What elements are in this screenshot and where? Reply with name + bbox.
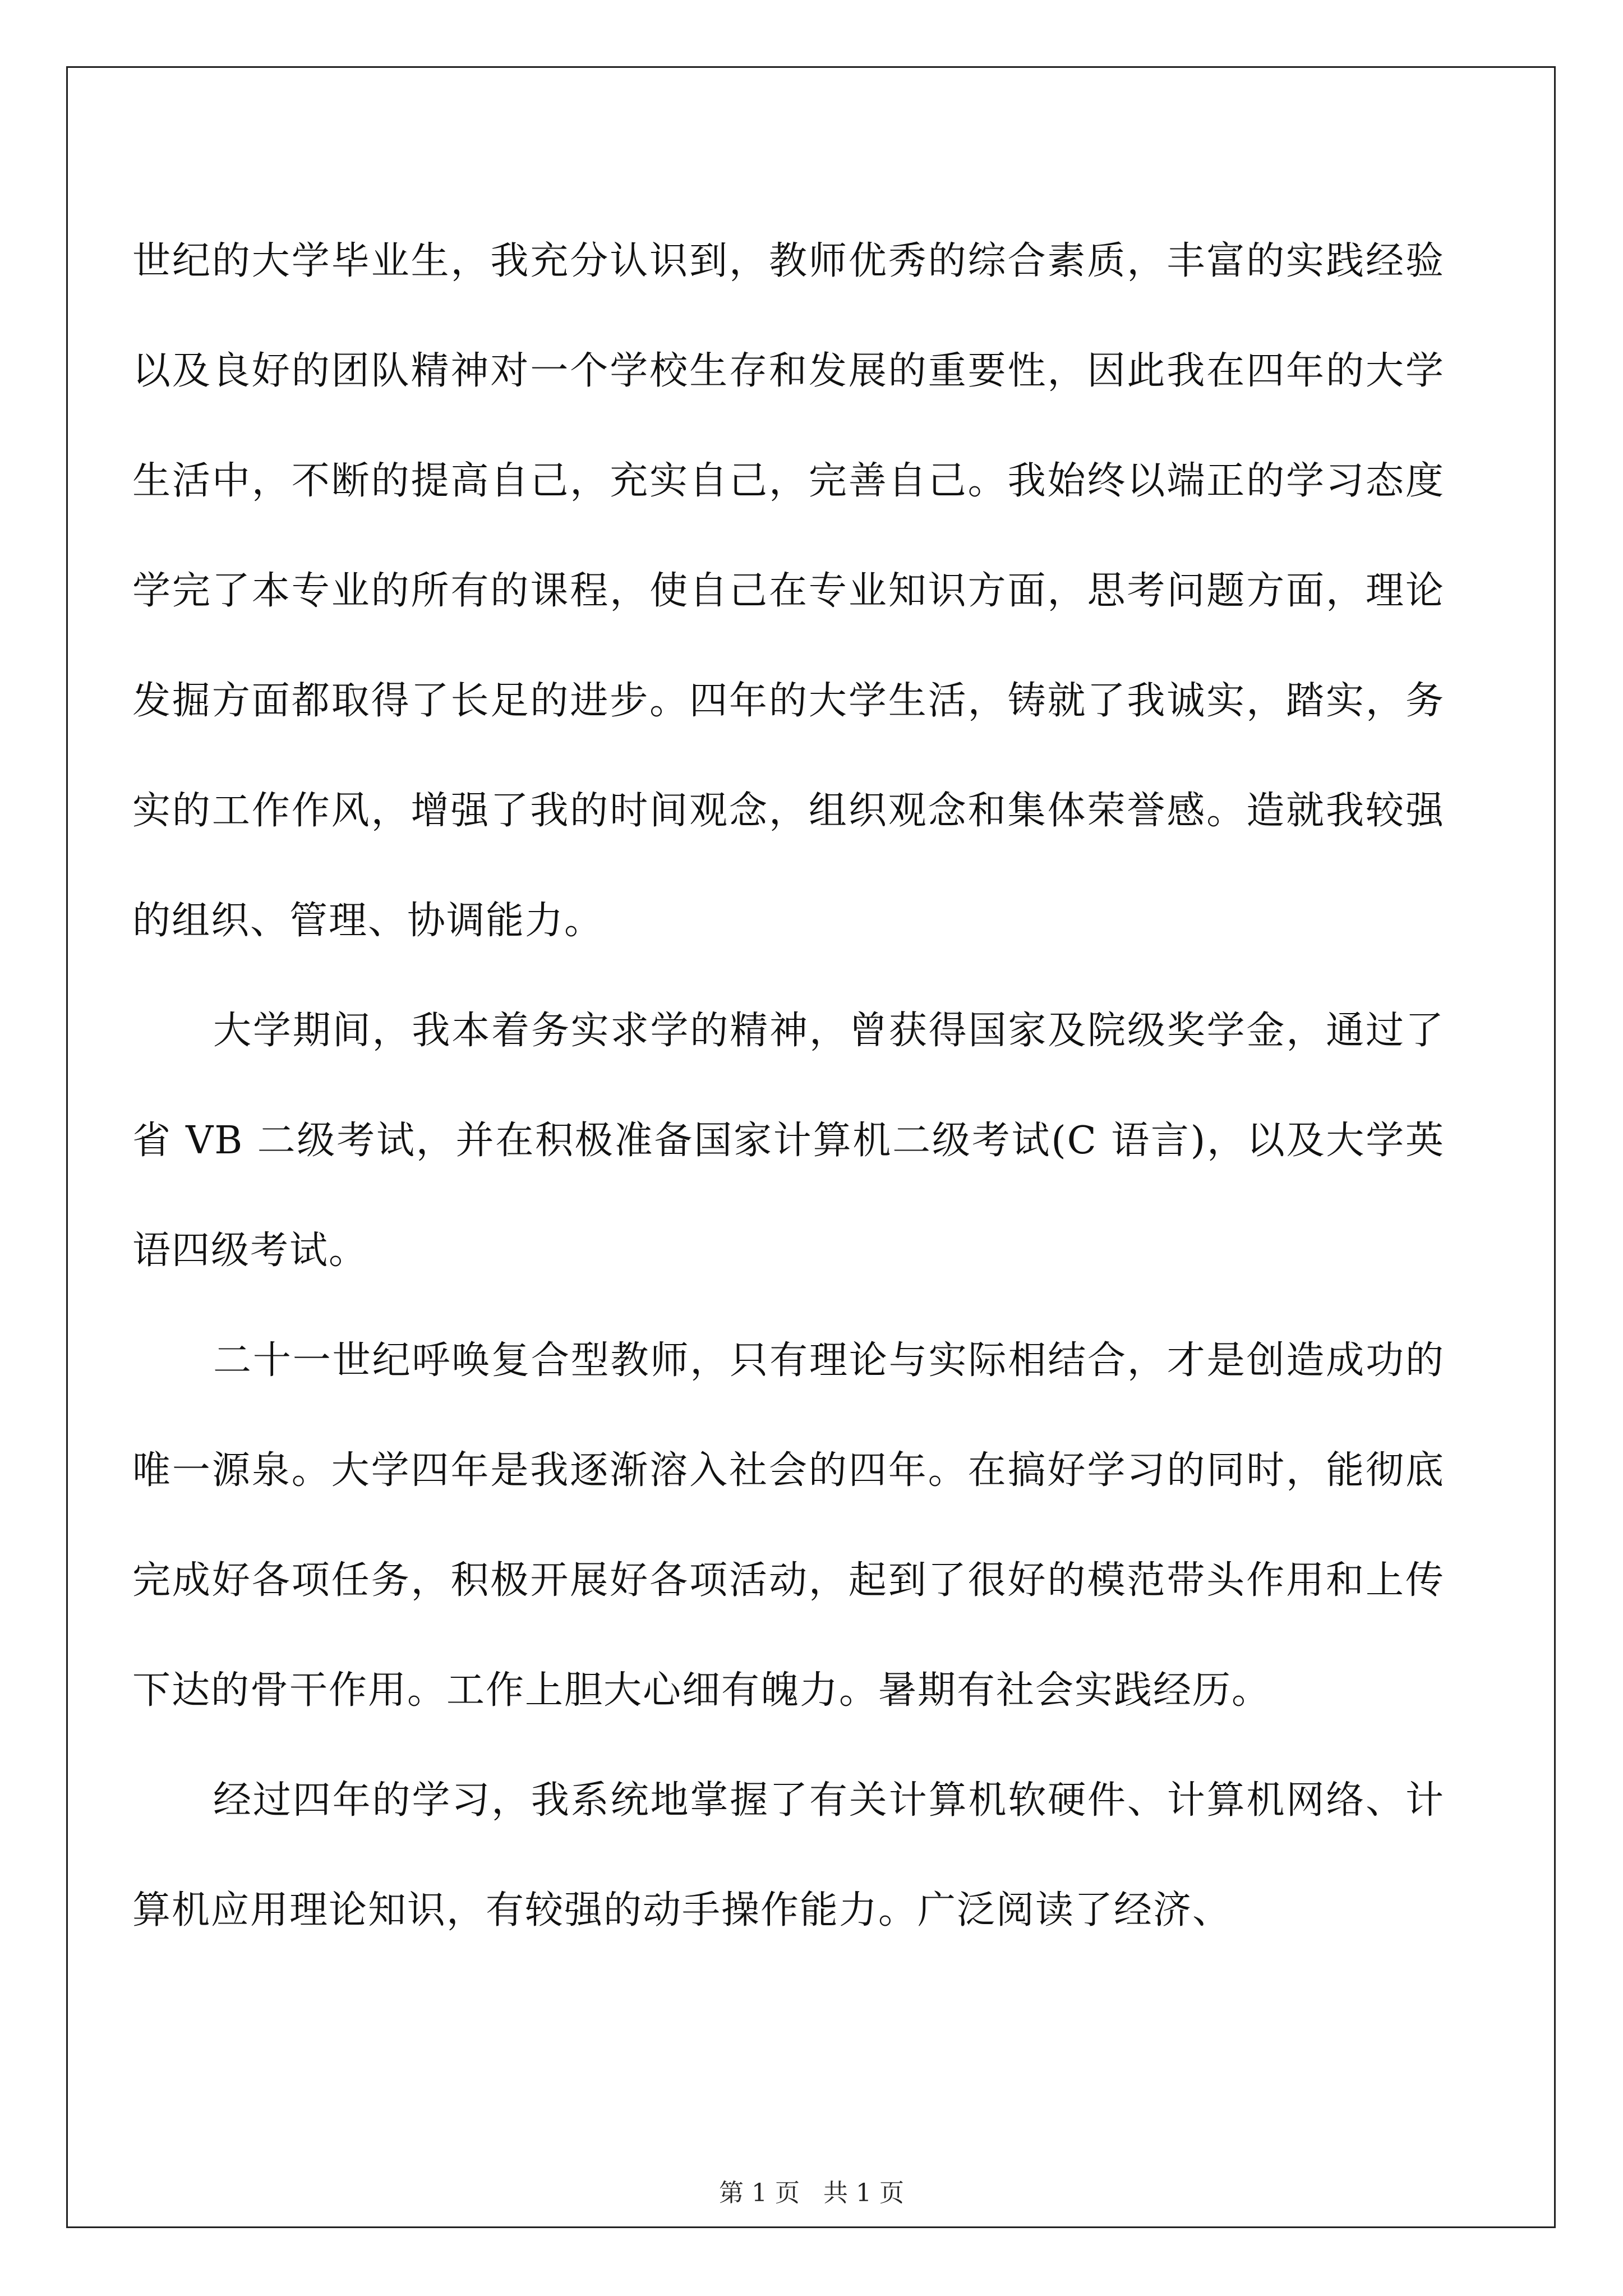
paragraph-1: 世纪的大学毕业生，我充分认识到，教师优秀的综合素质，丰富的实践经验以及良好的团队精神对一个学校生存和发展的重要性，因此我在四年的大学生活中，不断的提高自己，充实自己，完善自己。我始终以端正的学习态度学完了本专业的所有的课程，使自己在专业知识方面，思考问题方面，理论发掘方面都取得了长足的进步。四年的大学生活，铸就了我诚实，踏实，务实的工作作风，增强了我的时间观念，组织观念和集体荣誉感。造就我较强的组织、管理、协调能力。 [132, 239, 1445, 943]
paragraph-3: 二十一世纪呼唤复合型教师，只有理论与实际相结合，才是创造成功的唯一源泉。大学四年是我逐渐溶入社会的四年。在搞好学习的同时，能彻底完成好各项任务，积极开展好各项活动，起到了很好的模范带头作用和上传下达的骨干作用。工作上胆大心细有魄力。暑期有社会实践经历。 [132, 1338, 1445, 1713]
document-body [132, 206, 1445, 1966]
page-number-footer: 第 1 页 共 1 页 [719, 2179, 904, 2207]
paragraph-2: 大学期间，我本着务实求学的精神，曾获得国家及院级奖学金，通过了省 VB 二级考试，并在积极准备国家计算机二级考试(C 语言)，以及大学英语四级考试。 [132, 1009, 1445, 1273]
paragraph-4: 经过四年的学习，我系统地掌握了有关计算机软硬件、计算机网络、计算机应用理论知识，有较强的动手操作能力。广泛阅读了经济、 [132, 1778, 1445, 1932]
